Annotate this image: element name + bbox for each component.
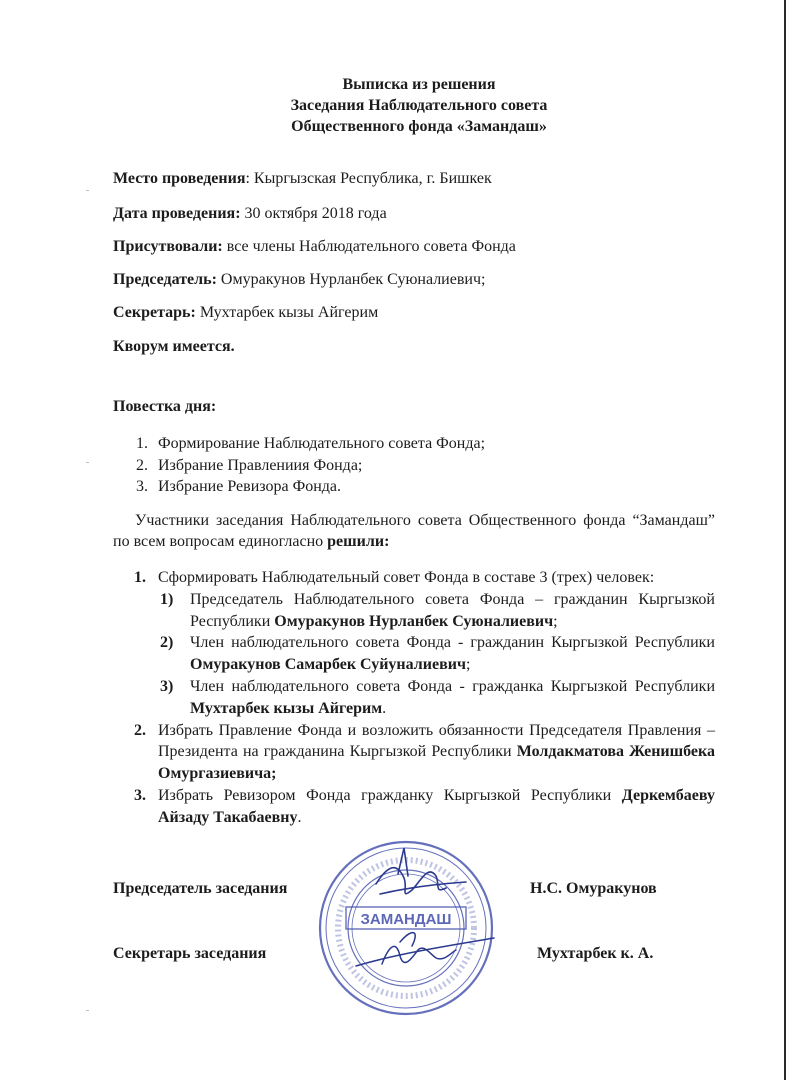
present-field: [113, 237, 516, 257]
secretary-label: Секретарь:: [113, 304, 196, 321]
secretary-role: Секретарь заседания: [113, 945, 267, 962]
chair-field: [113, 270, 485, 290]
decision-number: 2.: [134, 721, 146, 739]
agenda-item: [136, 476, 485, 498]
date-value: 30 октября 2018 года: [240, 205, 387, 222]
decision-punct: .: [297, 808, 302, 826]
sub-item-text: Член наблюдательного совета Фонда - гражданка Кыргызкой Республики: [190, 677, 715, 695]
decision-number: 1.: [134, 569, 146, 586]
decision-intro-text: Участники заседания Наблюдательного совета Общественного фонда “Замандаш” по всем вопросам единогласно: [113, 512, 715, 550]
agenda-item: [136, 433, 485, 455]
quorum-text: Кворум имеется.: [113, 338, 235, 355]
decision-text: Сформировать Наблюдательный совет Фонда в составе 3 (трех) человек:: [158, 569, 655, 586]
agenda-item-number: 3.: [136, 478, 148, 495]
present-label: Присутвовали:: [113, 238, 223, 255]
agenda-item-text: Формирование Наблюдательного совета Фонда;: [158, 435, 486, 452]
decision-intro: [113, 510, 715, 552]
agenda-item-text: Избрание Ревизора Фонда.: [158, 478, 342, 495]
secretary-name: Мухтарбек к. А.: [537, 945, 654, 962]
decision-item-3: [134, 785, 715, 829]
title-line-3: Общественного фонда «Замандаш»: [291, 118, 547, 135]
place-label: Место проведения: [113, 170, 246, 187]
chair-label: Председатель:: [113, 271, 217, 288]
decision-text: Избрать Ревизором Фонда гражданку Кыргызкой Республики: [158, 786, 622, 804]
quorum-field: [113, 337, 235, 357]
title-line-1: Выписка из решения: [342, 76, 496, 93]
stamp-text: ЗАМАНДАШ: [360, 911, 452, 928]
present-value: все члены Наблюдательного совета Фонда: [222, 238, 516, 255]
sub-item-number: 2): [160, 634, 174, 652]
chair-name: Н.С. Омуракунов: [530, 880, 657, 897]
sub-item-text: Член наблюдательного совета Фонда - гражданин Кыргызкой Республики: [190, 634, 715, 652]
sub-item-number: 1): [160, 590, 174, 608]
agenda-item: [136, 455, 485, 477]
decision-sub-item: [160, 676, 715, 720]
agenda-list: [136, 433, 485, 498]
title-line-2: Заседания Наблюдательного совета: [290, 97, 548, 114]
sub-item-name: Омуракунов Нурланбек Суюналиевич: [274, 612, 554, 630]
date-label: Дата проведения:: [113, 205, 241, 222]
organization-stamp: [316, 838, 496, 1018]
sub-item-number: 3): [160, 677, 174, 695]
sub-item-punct: .: [382, 699, 387, 717]
scan-mark: [86, 190, 89, 191]
secretary-value: Мухтарбек кызы Айгерим: [195, 304, 379, 321]
agenda-item-text: Избрание Правлениия Фонда;: [158, 456, 363, 474]
decision-intro-bold: решили:: [327, 533, 390, 550]
sub-item-punct: ;: [553, 612, 558, 630]
agenda-heading: Повестка дня:: [113, 398, 217, 415]
secretary-field: [113, 303, 378, 323]
date-field: [113, 204, 387, 224]
agenda-item-number: 1.: [136, 435, 148, 452]
decision-sub-item: [160, 632, 715, 676]
scan-mark: [86, 1010, 89, 1011]
place-value: : Кыргызская Республика, г. Бишкек: [245, 170, 492, 187]
decision-item-1: [134, 567, 715, 720]
place-field: [113, 169, 492, 189]
sub-item-name: Омуракунов Самарбек Суйуналиевич: [190, 656, 466, 674]
chair-role: Председатель заседания: [113, 880, 288, 897]
scan-mark: [86, 462, 89, 463]
agenda-item-number: 2.: [136, 456, 148, 474]
decision-name: Деркембаеву Айзаду Такабаевну: [158, 786, 715, 826]
decision-text: Избрать Правление Фонда и возложить обязанности Председателя Правления – Президента на гражданина Кыргызкой Республики: [158, 721, 715, 761]
sub-item-name: Мухтарбек кызы Айгерим: [190, 699, 383, 717]
sub-item-text: Председатель Наблюдательного совета Фонда – гражданин Кыргызкой Республики: [190, 590, 715, 630]
decision-list: [134, 567, 715, 829]
decision-item-2: [134, 720, 715, 785]
decision-number: 3.: [134, 786, 146, 804]
document-title: [0, 74, 786, 137]
sub-item-punct: ;: [465, 656, 471, 674]
chair-value: Омуракунов Нурланбек Суюналиевич;: [216, 271, 486, 288]
decision-sub-item: [160, 589, 715, 633]
decision-name: Молдакматова Женишбека Омургазиевича;: [158, 743, 715, 783]
